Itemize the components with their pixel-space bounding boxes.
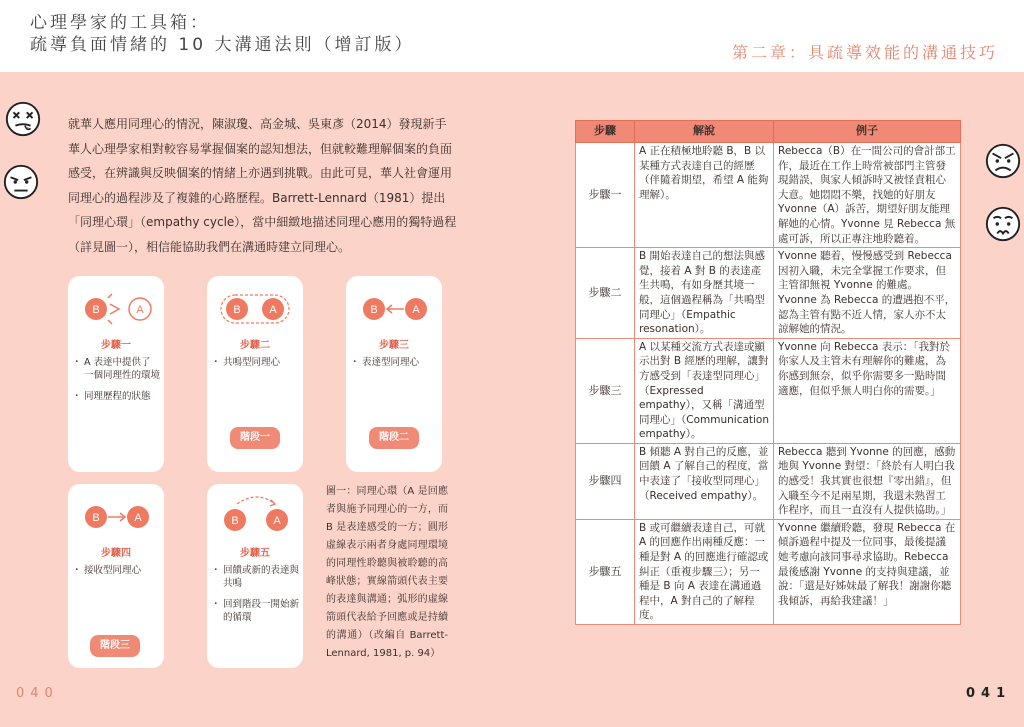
- example-cell: Rebecca（B）在一間公司的會計部工作，最近在工作上時常被部門主管發現錯誤，與家人傾訴時又被怪責粗心大意。她悶悶不樂，找她的好朋友 Yvonne（A）訴苦，期望好朋友能理解她的心情。Yvonne 見 Rebecca 無處可訴，所以正專注地聆聽着。: [774, 143, 961, 248]
- node-b: B: [231, 515, 239, 527]
- node-b: B: [92, 512, 100, 524]
- body-paragraph: 就華人應用同理心的情況，陳淑瓊、高金城、吳東彥（2014）發現新手華人心理學家相對較容易掌握個案的認知想法，但就較難理解個案的負面感受，在辨識與反映個案的情緒上亦遇到挑戰。由此可見，華人社會運用同理心的過程涉及了複雜的心路歷程。Barrett-Lennard（1981）提出「同理心環」（empathy cycle），當中細緻地描述同理心應用的獨特過程（詳見圖一），相信能協助我們在溝通時建立同理心。: [68, 117, 457, 254]
- step-label: 步驟二: [240, 340, 270, 351]
- stage-1-label: 階段一: [230, 427, 280, 449]
- step2-diagram: [207, 284, 303, 334]
- right-page-number: 041: [966, 686, 1012, 701]
- angry-face-icon: [984, 142, 1022, 180]
- left-page-number: 040: [16, 686, 59, 701]
- node-a: A: [412, 304, 420, 316]
- node-a: A: [273, 515, 281, 527]
- explanation-cell: A 正在積極地聆聽 B，B 以某種方式表達自己的經歷（伴隨着期望，希望 A 能夠理解）。: [635, 143, 774, 248]
- explanation-cell: B 傾聽 A 對自己的反應，並回饋 A 了解自己的程度，當中表達了「接收型同理心」（Received empathy）。: [635, 443, 774, 519]
- node-b: B: [370, 304, 378, 316]
- step-bullets: [215, 564, 299, 632]
- book-title-line1: 心理學家的工具箱：: [30, 13, 210, 33]
- step-label: 步驟三: [379, 340, 409, 351]
- page-header: [0, 0, 1024, 72]
- step-label: 步驟四: [101, 548, 131, 559]
- empathy-step-card-5: [207, 484, 303, 668]
- step-cell: 步驟一: [576, 143, 635, 248]
- example-cell: Rebecca 聽到 Yvonne 的回應，感動地與 Yvonne 對望：「終於有人明白我的感受！我其實也很想『零出錯』，但入職至今不足兩星期，我還未熟習工作程序，而且一直沒有人提供協助。」: [774, 443, 961, 519]
- step1-diagram: [68, 284, 164, 334]
- step5-diagram: [207, 492, 303, 542]
- bullet: ・ 同理歷程的狀態: [76, 390, 160, 403]
- table-row: [576, 519, 961, 624]
- example-cell: Yvonne 聽着，慢慢感受到 Rebecca 因初入職，未完全掌握工作要求，但主管卻無視 Yvonne 的難處。Yvonne 為 Rebecca 的遭遇抱不平，認為主管有點不近人情，家人亦不太諒解她的情況。: [774, 248, 961, 339]
- explanation-cell: B 或可繼續表達自己，可就 A 的回應作出兩種反應：一種是對 A 的回應進行確認或糾正（重複步驟三）；另一種是 B 向 A 表達在溝通過程中，A 對自己的了解程度。: [635, 519, 774, 624]
- step-cell: 步驟三: [576, 338, 635, 443]
- stage-3-label: 階段三: [90, 635, 140, 657]
- bullet: ・ 共鳴型同理心: [215, 356, 299, 369]
- node-a: A: [134, 512, 142, 524]
- example-cell: Yvonne 繼續聆聽，發現 Rebecca 在傾訴過程中提及一位同事，最後提議她考慮向該同事尋求協助。Rebecca 最後感謝 Yvonne 的支持與建議，並說：「還是好姊妹最了解我！謝謝你聽我傾訴，再給我建議！」: [774, 519, 961, 624]
- header-step: 步驟: [576, 121, 635, 143]
- step-cell: 步驟五: [576, 519, 635, 624]
- empathy-step-card-1: [68, 276, 164, 472]
- annoyed-face-icon: [2, 163, 40, 201]
- bullet: ・ 表達型同理心: [354, 356, 438, 369]
- node-b: B: [233, 304, 241, 316]
- table-row: [576, 143, 961, 248]
- table-row: [576, 338, 961, 443]
- bullet: ・ A 表達中提供了一個同理性的環境: [76, 356, 160, 382]
- book-title-line2: 疏導負面情緒的 10 大溝通法則（增訂版）: [30, 35, 415, 55]
- table-row: [576, 443, 961, 519]
- header-explanation: 解說: [635, 121, 774, 143]
- node-b: B: [92, 304, 100, 316]
- explanation-cell: B 開始表達自己的想法與感覺，接着 A 對 B 的表達產生共鳴，有如身歷其境一般，這個過程稱為「共鳴型同理心」（Empathic resonation）。: [635, 248, 774, 339]
- node-a: A: [136, 304, 144, 316]
- step-bullets: [215, 356, 299, 377]
- step4-diagram: [68, 492, 164, 542]
- bullet: ・ 回到階段一開始新的循環: [215, 598, 299, 624]
- step-label: 步驟一: [101, 340, 131, 351]
- bullet: ・ 接收型同理心: [76, 564, 160, 577]
- step-bullets: [354, 356, 438, 377]
- bullet: ・ 回饋或新的表達與共鳴: [215, 564, 299, 590]
- node-a: A: [269, 304, 277, 316]
- header-example: 例子: [774, 121, 961, 143]
- step3-diagram: [346, 284, 442, 334]
- step-cell: 步驟二: [576, 248, 635, 339]
- table-row: [576, 248, 961, 339]
- sad-face-icon: [984, 205, 1022, 243]
- table-header-row: [576, 121, 961, 143]
- step-label: 步驟五: [240, 548, 270, 559]
- figure-caption: 圖一：同理心環（A 是回應者與施予同理心的一方，而 B 是表達感受的一方；圓形虛線表示兩者身處同理環境的同理性聆聽與被聆聽的高峰狀態；實線箭頭代表主要的表達與溝通；弧形的虛線箭頭代表給予回應或是持續的溝通）（改編自 Barrett-Lennard, 1981, p. 94）: [326, 486, 448, 659]
- step-bullets: [76, 356, 160, 411]
- step-bullets: [76, 564, 160, 585]
- explanation-cell: A 以某種交流方式表達或顯示出對 B 經歷的理解，讓對方感受到「表達型同理心」（Expressed empathy），又稱「溝通型同理心」（Communication empathy）。: [635, 338, 774, 443]
- example-cell: Yvonne 向 Rebecca 表示：「我對於你家人及主管未有理解你的難處，為你感到無奈，似乎你需要多一點時間適應，但似乎無人明白你的需要。」: [774, 338, 961, 443]
- empathy-steps-table: [575, 120, 961, 625]
- dizzy-face-icon: [4, 100, 42, 138]
- step-cell: 步驟四: [576, 443, 635, 519]
- stage-2-label: 階段二: [369, 427, 419, 449]
- chapter-title: 第二章：具疏導效能的溝通技巧: [731, 43, 998, 62]
- book-title: [30, 12, 414, 56]
